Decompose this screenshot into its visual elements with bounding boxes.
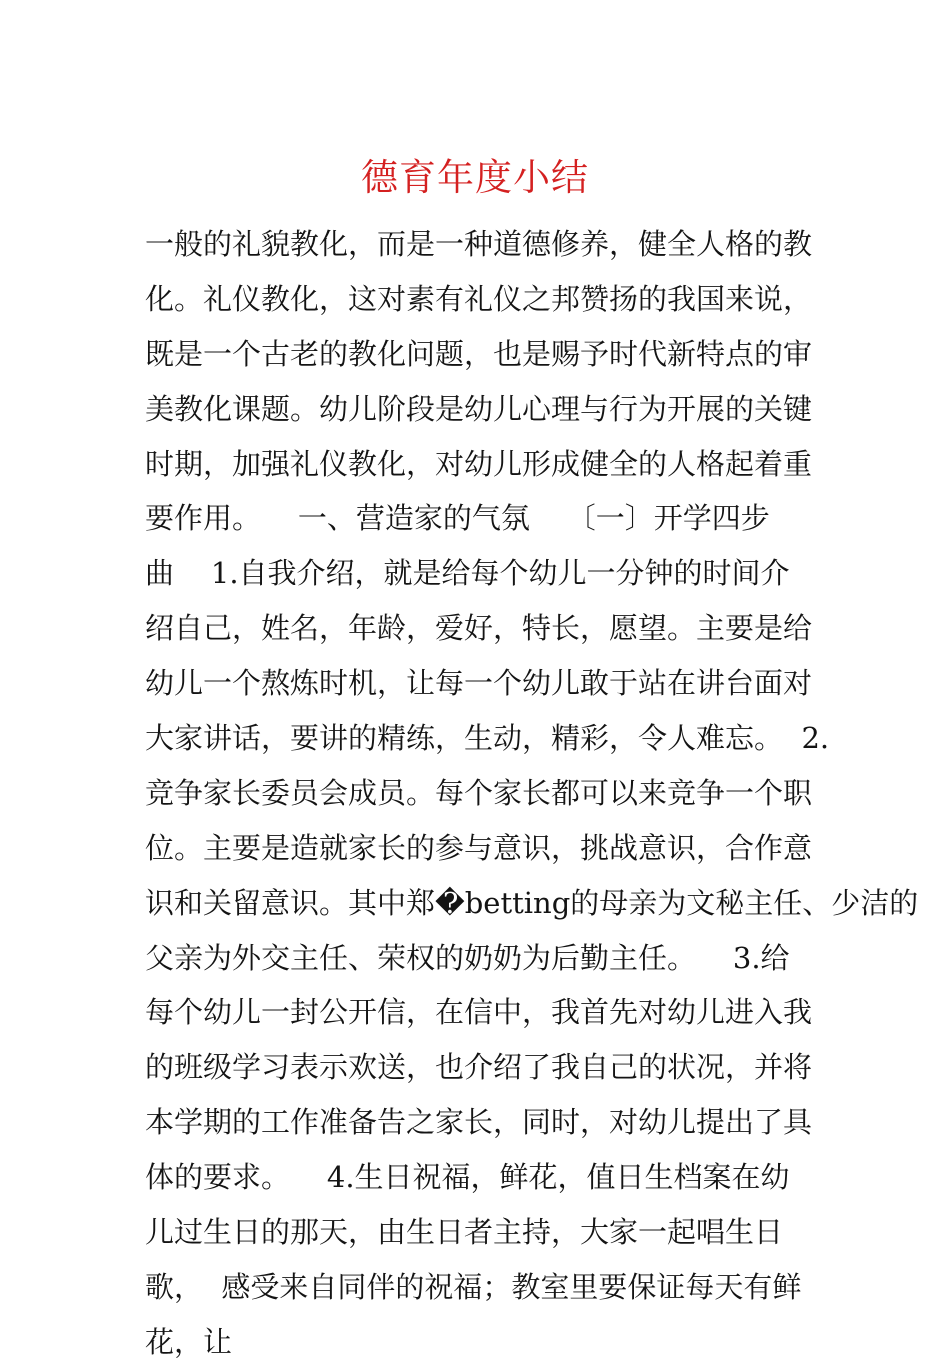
body-line: 的班级学习表示欢送，也介绍了我自己的状况，并将 — [145, 1050, 813, 1085]
body-line: 大家讲话，要讲的精练，生动，精彩，令人难忘。 2. — [145, 721, 830, 756]
body-line: 绍自己，姓名，年龄，爱好，特长，愿望。主要是给 — [145, 611, 813, 646]
body-line: 美教化课题。幼儿阶段是幼儿心理与行为开展的关键 — [145, 391, 813, 426]
body-line: 歌， 感受来自同伴的祝福；教室里要保证每天有鲜 — [145, 1269, 802, 1304]
body-line: 一般的礼貌教化，而是一种道德修养，健全人格的教 — [145, 227, 813, 261]
body-line: 幼儿一个熬炼时机，让每一个幼儿敢于站在讲台面对 — [145, 666, 813, 701]
body-line: 位。主要是造就家长的参与意识，挑战意识，合作意 — [145, 830, 813, 865]
body-line: 儿过生日的那天，由生日者主持，大家一起唱生日 — [145, 1215, 784, 1250]
document-body — [145, 217, 919, 1370]
body-line: 识和关留意识。其中郑�betting的母亲为文秘主任、少洁的 — [145, 885, 919, 920]
body-line: 体的要求。 4.生日祝福，鲜花，值日生档案在幼 — [145, 1160, 790, 1195]
body-line: 竞争家长委员会成员。每个家长都可以来竞争一个职 — [145, 775, 813, 810]
body-line: 本学期的工作准备告之家长，同时，对幼儿提出了具 — [145, 1105, 813, 1140]
body-line: 时期，加强礼仪教化，对幼儿形成健全的人格起着重 — [145, 446, 813, 481]
body-line: 要作用。 一、营造家的气氛 〔一〕开学四步 — [145, 501, 770, 536]
body-line: 每个幼儿一封公开信，在信中，我首先对幼儿进入我 — [145, 995, 813, 1030]
body-line: 花，让 — [145, 1324, 233, 1359]
document-title: 德育年度小结 — [361, 156, 589, 199]
body-line: 曲 1.自我介绍，就是给每个幼儿一分钟的时间介 — [145, 556, 790, 591]
body-line: 父亲为外交主任、荣权的奶奶为后勤主任。 3.给 — [145, 940, 790, 975]
body-line: 化。礼仪教化，这对素有礼仪之邦赞扬的我国来说， — [145, 281, 813, 316]
body-line: 既是一个古老的教化问题，也是赐予时代新特点的审 — [145, 336, 813, 371]
